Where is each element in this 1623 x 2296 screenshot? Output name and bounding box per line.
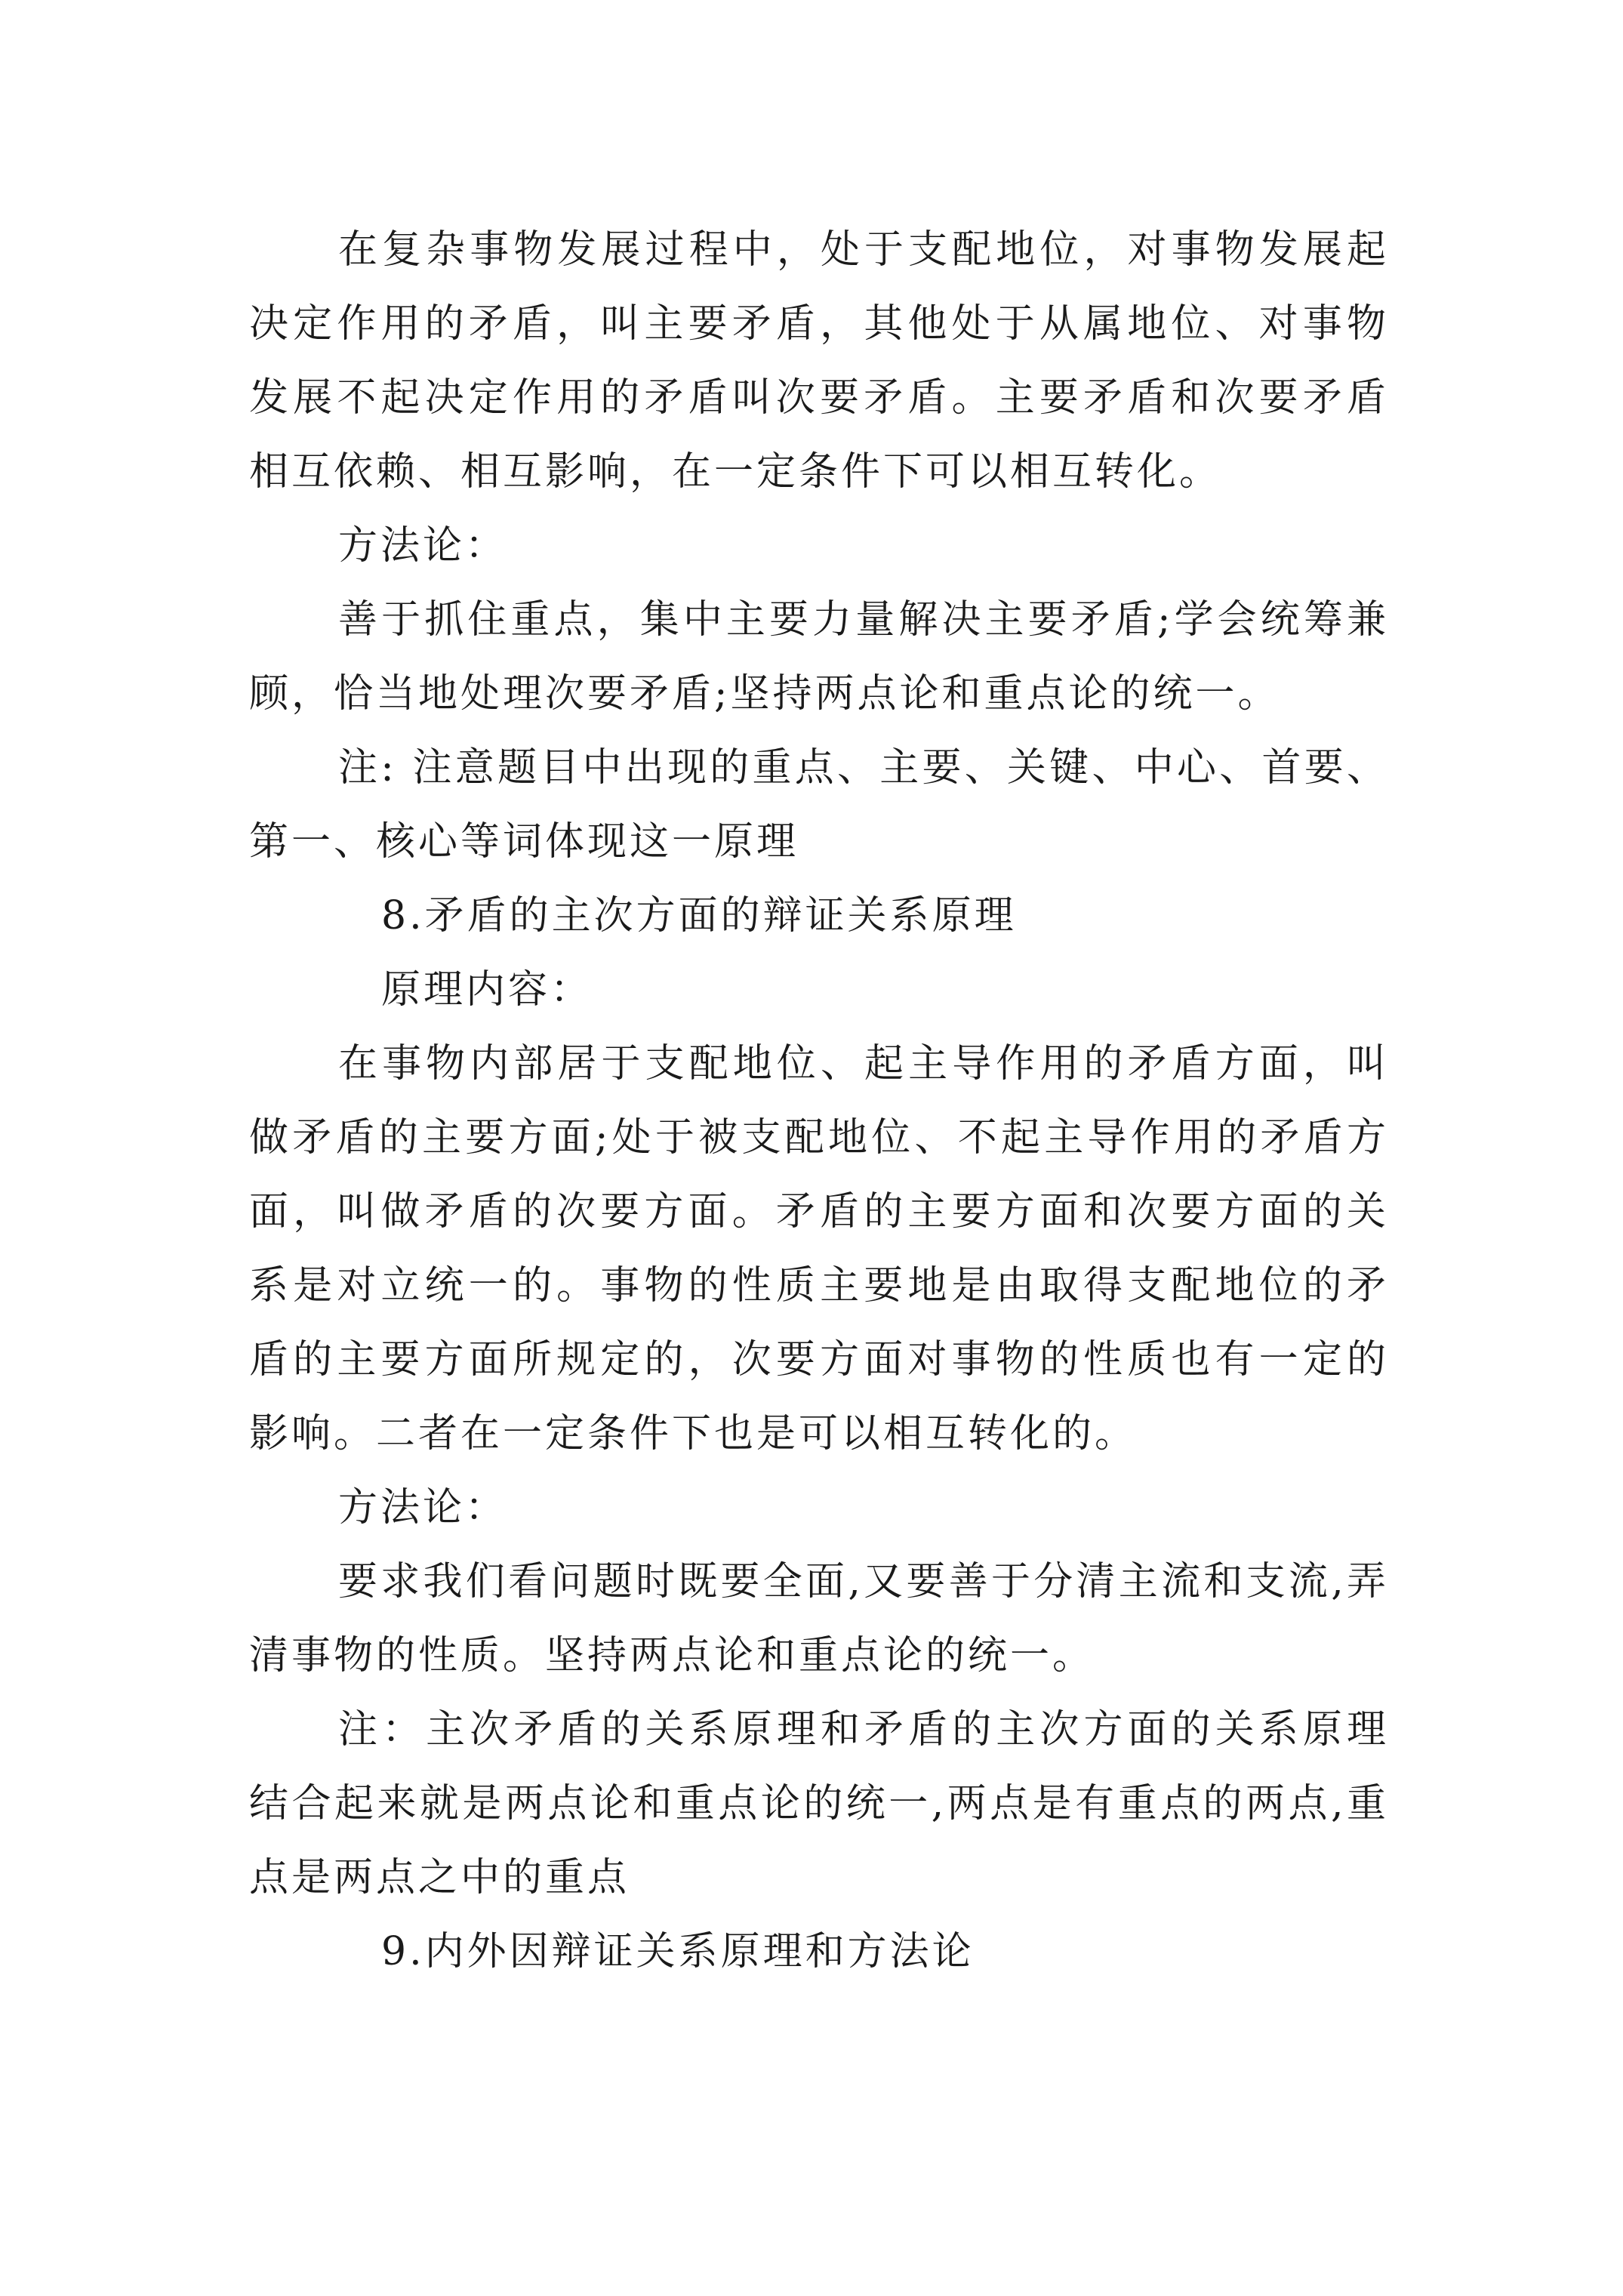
section-heading-9: 9.内外因辩证关系原理和方法论 — [381, 1929, 975, 1974]
paragraph-principle-content-label: 原理内容： — [381, 967, 593, 1012]
paragraph-principal-contradiction: 在复杂事物发展过程中，处于支配地位，对事物发展起决定作用的矛盾，叫主要矛盾，其他处于从属地位、对事物发展不起决定作用的矛盾叫次要矛盾。主要矛盾和次要矛盾相互依赖、相互影响，在一定条件下可以相互转化。 — [249, 227, 1389, 495]
section-heading-8: 8.矛盾的主次方面的辩证关系原理 — [381, 893, 1017, 938]
paragraph-methodology-label: 方法论： — [338, 523, 508, 569]
document-body — [249, 213, 1389, 1989]
paragraph-methodology-text-2: 要求我们看问题时既要全面,又要善于分清主流和支流,弄清事物的性质。坚持两点论和重点论的统一。 — [249, 1559, 1389, 1678]
paragraph-principle-content: 在事物内部居于支配地位、起主导作用的矛盾方面，叫做矛盾的主要方面;处于被支配地位、不起主导作用的矛盾方面，叫做矛盾的次要方面。矛盾的主要方面和次要方面的关系是对立统一的。事物的性质主要地是由取得支配地位的矛盾的主要方面所规定的，次要方面对事物的性质也有一定的影响。二者在一定条件下也是可以相互转化的。 — [249, 1041, 1389, 1456]
paragraph-note: 注: 注意题目中出现的重点、主要、关键、中心、首要、第一、核心等词体现这一原理 — [249, 745, 1389, 864]
paragraph-note-2: 注：主次矛盾的关系原理和矛盾的主次方面的关系原理结合起来就是两点论和重点论的统一,两点是有重点的两点,重点是两点之中的重点 — [249, 1707, 1389, 1900]
paragraph-methodology-text: 善于抓住重点，集中主要力量解决主要矛盾;学会统筹兼顾，恰当地处理次要矛盾;坚持两点论和重点论的统一。 — [249, 597, 1389, 717]
paragraph-methodology-label-2: 方法论： — [338, 1485, 508, 1530]
